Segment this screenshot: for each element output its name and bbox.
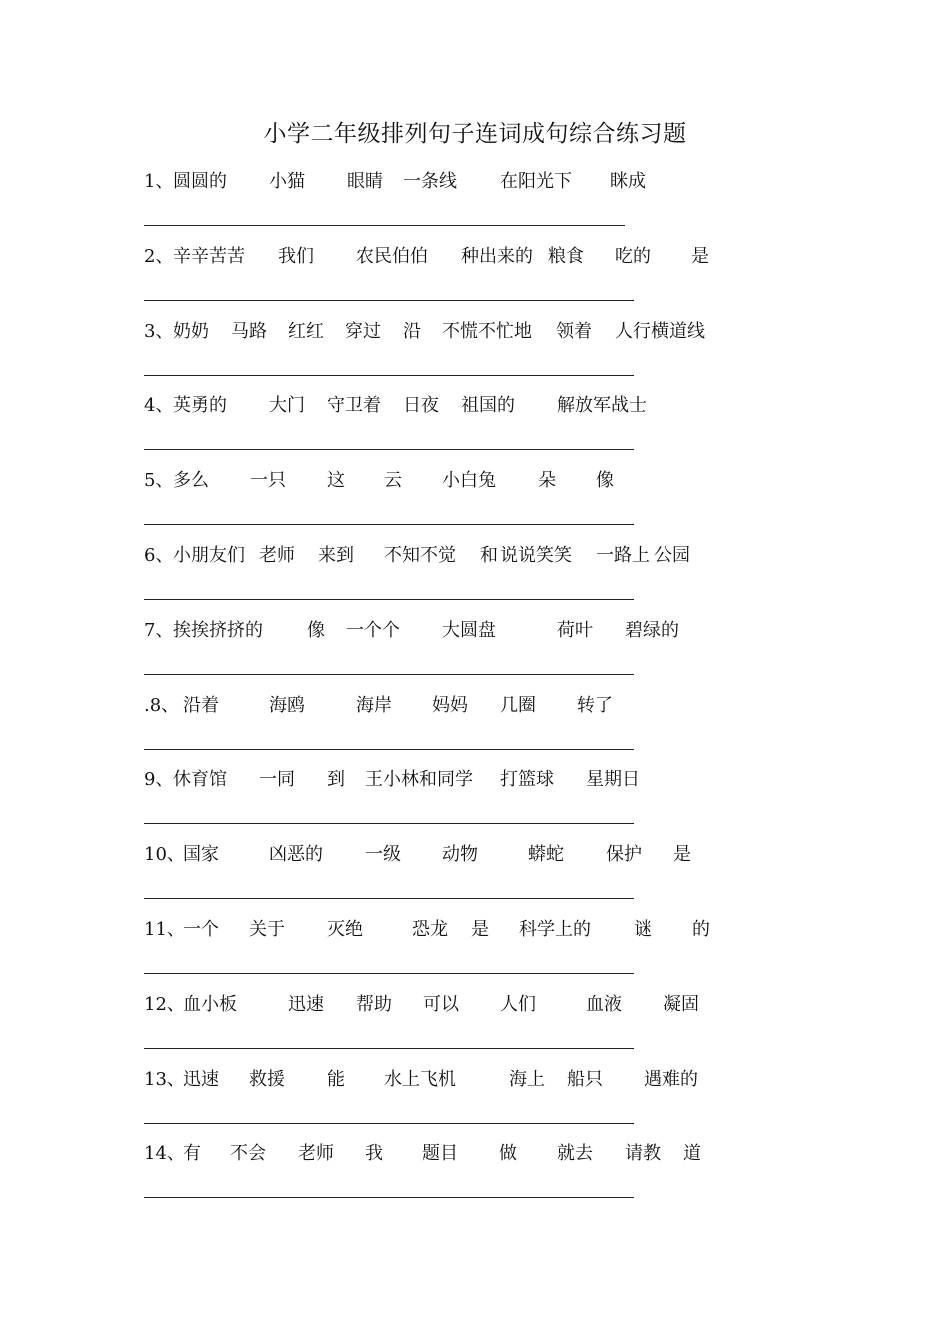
question-word: 是 (471, 919, 489, 940)
question-number: 9、 (144, 769, 174, 791)
question-word: 凝固 (663, 993, 699, 1015)
question-word: 动物 (442, 844, 478, 866)
question-word: 一级 (365, 844, 401, 866)
question-word: 到 (327, 769, 345, 791)
question-word: 穿过 (345, 320, 381, 342)
question-number: 2、 (144, 245, 174, 267)
question-word: 做 (499, 1143, 517, 1165)
question-item (144, 542, 764, 617)
question-number: .8、 (144, 694, 180, 716)
question-item (144, 1066, 764, 1141)
question-word: 道 (683, 1143, 701, 1165)
question-word: 海岸 (356, 694, 392, 716)
answer-line[interactable] (144, 1197, 634, 1198)
question-word: 红红 (288, 320, 324, 342)
question-word: 荷叶 (557, 619, 593, 641)
question-word: 休育馆 (173, 769, 227, 791)
question-word: 救援 (249, 1068, 285, 1090)
question-word: 请教 (625, 1143, 661, 1165)
question-item (144, 467, 764, 542)
question-word: 辛辛苦苦 (173, 245, 245, 267)
question-number: 4、 (144, 395, 174, 417)
question-word: 粮食 (548, 245, 584, 267)
question-word: 迅速 (183, 1068, 219, 1090)
question-word: 保护 (606, 844, 642, 866)
question-item (144, 1140, 764, 1215)
question-word: 我 (365, 1143, 383, 1165)
question-word: 奶奶 (173, 320, 209, 342)
question-word: 凶恶的 (269, 844, 323, 866)
question-word: 王小林和同学 (365, 769, 473, 791)
question-word: 小朋友们 (173, 545, 245, 566)
answer-line[interactable] (144, 599, 634, 600)
question-word: 碧绿的 (625, 619, 679, 641)
answer-line[interactable] (144, 225, 625, 226)
question-word: 妈妈 (432, 694, 468, 716)
question-number: 12、 (144, 993, 185, 1015)
question-word: 沿 (403, 320, 421, 342)
question-word: 一同 (259, 769, 295, 791)
question-word: 小猫 (269, 171, 305, 192)
question-word: 在阳光下 (500, 171, 572, 192)
question-word: 恐龙 (412, 919, 448, 940)
question-number: 3、 (144, 320, 174, 342)
question-word: 小白兔 (442, 470, 496, 492)
question-word: 大圆盘 (442, 619, 496, 641)
question-word: 老师 (259, 545, 295, 566)
question-word: 一只 (250, 470, 286, 492)
question-number: 5、 (144, 470, 174, 492)
question-item (144, 392, 764, 467)
question-item (144, 243, 764, 318)
question-word: 像 (596, 470, 614, 492)
question-word: 沿着 (183, 694, 219, 716)
question-word: 是 (673, 844, 691, 866)
question-word: 种出来的 (461, 245, 533, 267)
question-word: 公园 (654, 545, 690, 566)
question-word: 谜 (634, 919, 652, 940)
question-word: 关于 (249, 919, 285, 940)
answer-line[interactable] (144, 1123, 634, 1124)
answer-line[interactable] (144, 300, 634, 301)
answer-line[interactable] (144, 898, 634, 899)
question-word: 血小板 (183, 993, 237, 1015)
answer-line[interactable] (144, 823, 634, 824)
question-word: 题目 (422, 1143, 458, 1165)
question-word: 圆圆的 (173, 171, 227, 192)
question-word: 不慌不忙地 (442, 320, 532, 342)
worksheet-title: 小学二年级排列句子连词成句综合练习题 (263, 121, 687, 147)
question-word: 有 (183, 1143, 201, 1165)
question-word: 大门 (269, 395, 305, 417)
question-word: 一路上 (596, 545, 650, 566)
question-word: 说说笑笑 (500, 545, 572, 566)
question-word: 英勇的 (173, 395, 227, 417)
question-number: 14、 (144, 1143, 185, 1165)
question-word: 海上 (509, 1068, 545, 1090)
question-word: 多么 (173, 470, 209, 492)
question-number: 11、 (144, 919, 185, 940)
question-word: 科学上的 (519, 919, 591, 940)
question-word: 日夜 (403, 395, 439, 417)
question-word: 云 (384, 470, 402, 492)
question-word: 吃的 (615, 245, 651, 267)
question-number: 6、 (144, 545, 174, 566)
question-word: 眯成 (610, 171, 646, 192)
question-word: 我们 (278, 245, 314, 267)
question-word: 和 (480, 545, 498, 566)
question-word: 朵 (538, 470, 556, 492)
question-word: 一条线 (403, 171, 457, 192)
question-number: 1、 (144, 171, 174, 192)
question-word: 帮助 (356, 993, 392, 1015)
question-item (144, 692, 764, 767)
answer-line[interactable] (144, 524, 634, 525)
question-word: 的 (692, 919, 710, 940)
question-word: 老师 (298, 1143, 334, 1165)
question-item (144, 841, 764, 916)
question-word: 星期日 (586, 769, 640, 791)
question-word: 挨挨挤挤的 (173, 619, 263, 641)
question-word: 打篮球 (500, 769, 554, 791)
question-word: 水上飞机 (384, 1068, 456, 1090)
question-word: 人们 (500, 993, 536, 1015)
question-item (144, 916, 764, 991)
question-item (144, 617, 764, 692)
question-word: 是 (691, 245, 709, 267)
question-word: 转了 (577, 694, 613, 716)
question-word: 眼睛 (347, 171, 383, 192)
question-word: 蟒蛇 (528, 844, 564, 866)
question-word: 来到 (318, 545, 354, 566)
question-item (144, 991, 764, 1066)
answer-line[interactable] (144, 1048, 634, 1049)
answer-line[interactable] (144, 749, 634, 750)
question-word: 马路 (231, 320, 267, 342)
answer-line[interactable] (144, 674, 634, 675)
question-word: 祖国的 (461, 395, 515, 417)
question-word: 领着 (556, 320, 592, 342)
question-word: 一个个 (346, 619, 400, 641)
question-item (144, 766, 764, 841)
answer-line[interactable] (144, 973, 634, 974)
question-word: 就去 (557, 1143, 593, 1165)
question-word: 遇难的 (644, 1068, 698, 1090)
question-word: 这 (327, 470, 345, 492)
question-number: 7、 (144, 619, 174, 641)
question-item (144, 318, 764, 393)
question-word: 几圈 (500, 694, 536, 716)
question-word: 灭绝 (327, 919, 363, 940)
question-word: 不会 (230, 1143, 266, 1165)
answer-line[interactable] (144, 449, 634, 450)
question-word: 像 (307, 619, 325, 641)
question-word: 解放军战士 (557, 395, 647, 417)
question-word: 可以 (423, 993, 459, 1015)
question-word: 海鸥 (269, 694, 305, 716)
question-word: 不知不觉 (384, 545, 456, 566)
question-number: 10、 (144, 844, 185, 866)
question-word: 国家 (183, 844, 219, 866)
answer-line[interactable] (144, 375, 634, 376)
question-word: 能 (327, 1068, 345, 1090)
question-word: 迅速 (288, 993, 324, 1015)
question-word: 农民伯伯 (356, 245, 428, 267)
question-word: 船只 (567, 1068, 603, 1090)
question-number: 13、 (144, 1068, 185, 1090)
question-item (144, 168, 764, 243)
question-word: 血液 (586, 993, 622, 1015)
question-word: 守卫着 (327, 395, 381, 417)
question-word: 人行横道线 (615, 320, 705, 342)
question-word: 一个 (183, 919, 219, 940)
